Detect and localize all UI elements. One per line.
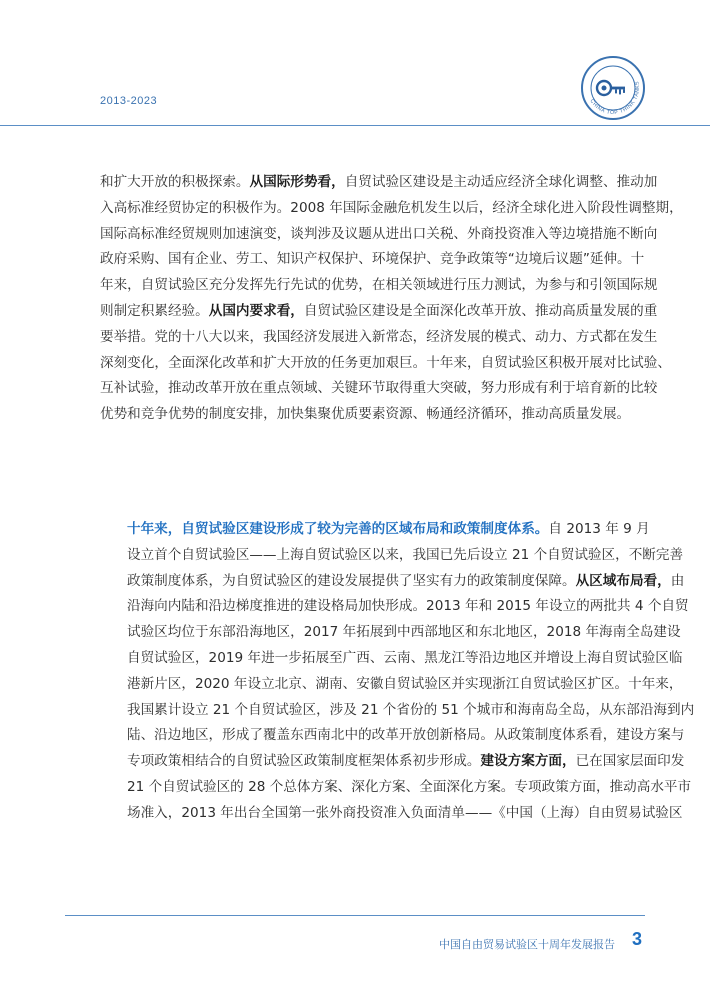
text-line [100, 620, 681, 646]
text-line [100, 247, 645, 273]
text-run: 场准入，2013 年出台全国第一张外商投资准入负面清单——《中国（上海）自由贸易试验区 [127, 804, 683, 821]
text-line [100, 517, 650, 543]
text-run: 自 2013 年 9 月 [548, 521, 650, 537]
text-run: 专项政策相结合的自贸试验区政策制度框架体系初步形成。 [127, 753, 481, 770]
text-run: 国际高标准经贸规则加速演变，谈判涉及议题从进出口关税、外商投资准入等边境措施不断向 [100, 225, 658, 242]
text-run: 我国累计设立 21 个自贸试验区，涉及 21 个省份的 51 个城市和海南岛全岛，从东部沿海到内 [127, 701, 695, 718]
text-line [100, 299, 658, 325]
text-run: 沿海向内陆和沿边梯度推进的建设格局加快形成。2013 年和 2015 年设立的两批共 4 个自贸 [127, 598, 689, 615]
bold-phrase: 从区域布局看， [575, 572, 671, 589]
text-line [100, 594, 689, 620]
text-line [100, 672, 683, 698]
text-run: 年来，自贸试验区充分发挥先行先试的优势，在相关领域进行压力测试，为参与和引领国际规 [100, 277, 658, 294]
bold-phrase: 建设方案方面， [480, 753, 576, 770]
text-line [100, 273, 658, 299]
footer-divider [65, 915, 645, 916]
footer-report-title: 中国自由贸易试验区十周年发展报告 [439, 938, 615, 951]
text-line [100, 698, 695, 724]
text-line [100, 325, 658, 351]
text-run: 由 [670, 572, 685, 589]
text-line [100, 723, 685, 749]
text-run: 自贸试验区，2019 年进一步拓展至广西、云南、黑龙江等沿边地区并增设上海自贸试验区临 [127, 649, 683, 666]
text-run: 入高标准经贸协定的积极作为。2008 年国际金融危机发生以后，经济全球化进入阶段性调整期， [100, 199, 683, 216]
text-run: 互补试验，推动改革开放在重点领域、关键环节取得重大突破，努力形成有利于培育新的比较 [100, 380, 658, 397]
highlight-phrase: 十年来，自贸试验区建设形成了较为完善的区域布局和政策制度体系。 [127, 521, 549, 537]
text-run: 设立首个自贸试验区——上海自贸试验区以来，我国已先后设立 21 个自贸试验区，不断完善 [127, 546, 684, 563]
text-line [100, 646, 683, 672]
header-divider [0, 125, 710, 126]
text-line [100, 569, 685, 595]
bold-phrase: 从国内要求看， [208, 302, 304, 319]
text-run: 政府采购、国有企业、劳工、知识产权保护、环境保护、竞争政策等“边境后议题”延伸。十 [100, 251, 645, 268]
text-run: 21 个自贸试验区的 28 个总体方案、深化方案、全面深化方案。专项政策方面，推动高水平市 [127, 778, 692, 795]
bold-phrase: 从国际形势看， [249, 174, 345, 190]
text-run: 港新片区，2020 年设立北京、湖南、安徽自贸试验区并实现浙江自贸试验区扩区。十年来， [127, 675, 683, 692]
text-line [100, 801, 683, 827]
text-line [100, 170, 658, 196]
think-tank-logo [580, 55, 646, 121]
text-line [100, 196, 683, 222]
text-run: 政策制度体系，为自贸试验区的建设发展提供了坚实有力的政策制度保障。 [127, 572, 576, 589]
text-line [100, 749, 685, 775]
text-run: 和扩大开放的积极探索。 [100, 174, 250, 190]
text-run: 已在国家层面印发 [575, 753, 685, 770]
page-number: 3 [631, 929, 642, 949]
text-line [100, 775, 692, 801]
body-paragraph-1 [100, 170, 683, 428]
text-line [100, 222, 658, 248]
text-line [100, 402, 640, 428]
text-run: 深刻变化，全面深化改革和扩大开放的任务更加艰巨。十年来，自贸试验区积极开展对比试验、 [100, 354, 671, 371]
text-run: 试验区均位于东部沿海地区，2017 年拓展到中西部地区和东北地区，2018 年海南全岛建设 [127, 624, 681, 641]
text-run: 则制定积累经验。 [100, 302, 209, 319]
text-line [100, 376, 658, 402]
logo-text: CHINA TOP THINK TANKS [588, 80, 642, 117]
body-paragraph-2 [100, 517, 695, 827]
text-line [100, 543, 684, 569]
text-run: 陆、沿边地区，形成了覆盖东西南北中的改革开放创新格局。从政策制度体系看，建设方案与 [127, 727, 685, 744]
text-run: 要举措。党的十八大以来，我国经济发展进入新常态，经济发展的模式、动力、方式都在发生 [100, 328, 658, 345]
text-run: 自贸试验区建设是全面深化改革开放、推动高质量发展的重 [303, 302, 658, 319]
year-range: 2013-2023 [100, 95, 158, 107]
text-run: 自贸试验区建设是主动适应经济全球化调整、推动加 [344, 174, 658, 190]
text-line [100, 351, 671, 377]
text-run: 优势和竞争优势的制度安排，加快集聚优质要素资源、畅通经济循环，推动高质量发展。 [100, 406, 631, 423]
